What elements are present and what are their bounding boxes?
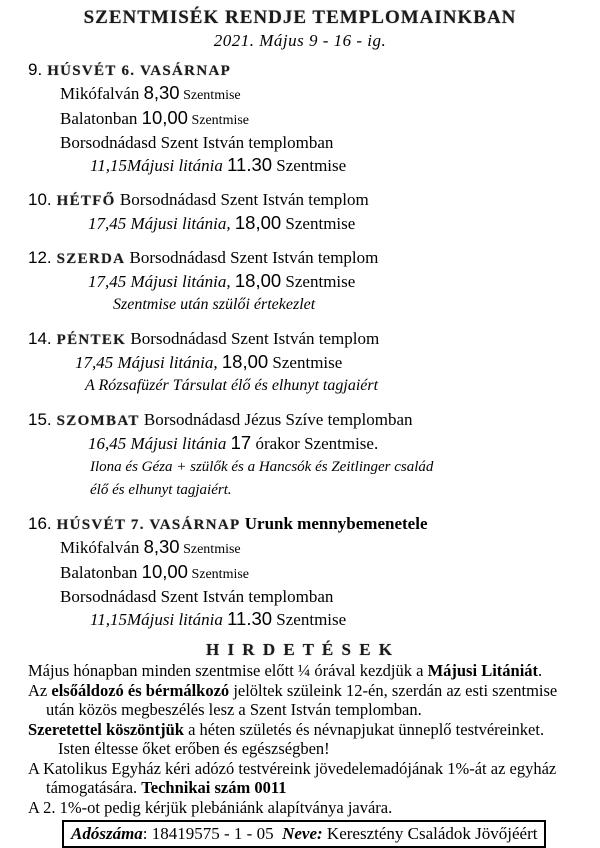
mass-line (60, 107, 600, 132)
announcement-text: támogatására. (46, 778, 142, 797)
litany-line (88, 212, 600, 235)
day-name: SZERDA (56, 251, 126, 267)
announcement-line (28, 759, 592, 779)
mass-place: Borsodnádasd Szent István templomban (60, 133, 334, 152)
mass-label: Szentmise (179, 88, 241, 103)
announcement-bold: Technikai szám 0011 (141, 778, 287, 797)
foundation-name-value: Keresztény Családok Jövőjéért (322, 824, 538, 843)
mass-label: Szentmise (179, 542, 241, 557)
day-number: 16. (28, 514, 52, 533)
day-name: HÚSVÉT 6. VASÁRNAP (47, 63, 232, 79)
litany-text: 16,45 Májusi litánia (88, 434, 231, 453)
schedule-entry-friday-14 (28, 328, 600, 397)
day-number: 10. (28, 190, 52, 209)
day-location: Borsodnádasd Jézus Szíve templomban (139, 410, 413, 429)
entry-note (85, 374, 600, 397)
tax-number-value: : 18419575 - 1 - 05 (142, 824, 283, 843)
litany-text: 17,45 Májusi litánia, (88, 272, 235, 291)
mass-line (60, 132, 600, 154)
entry-note (113, 293, 600, 316)
litany-text: 11,15Májusi litánia (90, 156, 228, 175)
mass-line (60, 586, 600, 608)
schedule-entry-monday-10 (28, 189, 600, 235)
mass-label: órakor Szentmise. (251, 434, 379, 453)
mass-time: 10,00 (141, 107, 188, 128)
mass-time: 8,30 (143, 82, 180, 103)
announcement-text: a héten születés és névnapjukat ünneplő testvéreinket. (183, 719, 545, 739)
entry-header (28, 513, 600, 536)
schedule-entry-wednesday-12 (28, 247, 600, 316)
announcement-text: Isten éltesse őket erőben és egészségben! (58, 739, 330, 758)
day-number: 15. (28, 410, 52, 429)
day-number: 14. (28, 329, 52, 348)
mass-line (60, 561, 600, 586)
feast-name: Urunk mennybemenetele (240, 514, 428, 533)
schedule-entry-saturday-15 (28, 409, 600, 501)
note-text: Ilona és Géza + szülők és a Hancsók és Zeitlinger család (90, 459, 434, 475)
day-name: PÉNTEK (56, 332, 127, 348)
mass-label: Szentmise (272, 156, 347, 175)
announcement-text: Május hónapban minden szentmise előtt ¼ órával kezdjük a (28, 661, 428, 680)
tax-number-box (62, 820, 546, 848)
note-text: Szentmise után szülői értekezlet (113, 296, 316, 313)
mass-label: Szentmise (268, 353, 343, 372)
mass-label: Szentmise (187, 567, 250, 582)
mass-time: 11.30 (227, 608, 273, 629)
mass-place: Mikófalván (60, 84, 144, 103)
litany-text: 17,45 Májusi litánia, (88, 214, 235, 233)
litany-text: 11,15Májusi litánia (90, 610, 228, 629)
day-location: Borsodnádasd Szent István templom (126, 329, 380, 348)
announcement-bold: Májusi Litániát (427, 661, 539, 680)
announcements-title: H I R D E T É S E K (205, 640, 395, 659)
litany-line (75, 351, 600, 374)
date-range-subtitle: 2021. Május 9 - 16 - ig. (213, 31, 387, 50)
mass-time: 18,00 (234, 270, 282, 291)
announcement-text: . (538, 661, 543, 680)
mass-label: Szentmise (281, 214, 356, 233)
entry-header (28, 189, 600, 212)
litany-line (88, 270, 600, 293)
page-title: SZENTMISÉK RENDJE TEMPLOMAINKBAN (83, 7, 517, 28)
announcement-line (28, 661, 592, 681)
mass-label: Szentmise (187, 113, 250, 128)
litany-line (88, 432, 600, 455)
mass-time: 11.30 (227, 154, 273, 175)
announcement-text: jelöltek szüleink 12-én, szerdán az esti szentmise (229, 680, 558, 700)
schedule-entry-sunday-16 (28, 513, 600, 631)
mass-label: Szentmise (281, 272, 356, 291)
announcement-line (28, 739, 592, 759)
mass-place: Balatonban (60, 109, 142, 128)
tax-number-label: Adószáma (71, 824, 143, 843)
announcement-line (28, 681, 592, 701)
mass-time: 18,00 (221, 351, 269, 372)
day-name: SZOMBAT (56, 413, 140, 429)
announcement-bold: Szeretettel köszöntjük (28, 719, 184, 739)
announcement-line (28, 720, 592, 740)
intention-note (90, 455, 600, 478)
mass-place: Borsodnádasd Szent István templomban (60, 587, 334, 606)
mass-time: 8,30 (143, 536, 180, 557)
mass-time: 18,00 (234, 212, 282, 233)
day-location: Borsodnádasd Szent István templom (125, 248, 379, 267)
note-text: élő és elhunyt tagjaiért. (90, 482, 232, 498)
entry-header (28, 328, 600, 351)
entry-header (28, 59, 600, 82)
note-text: A Rózsafüzér Társulat élő és elhunyt tagjaiért (85, 377, 379, 394)
mass-place: Balatonban (60, 563, 142, 582)
footer (62, 820, 600, 848)
mass-place: Mikófalván (60, 538, 144, 557)
day-name: HÉTFŐ (56, 193, 116, 209)
day-location: Borsodnádasd Szent István templom (115, 190, 369, 209)
announcement-text: A Katolikus Egyház kéri adózó testvéreink jövedelemadójának 1%-át az egyház (28, 758, 557, 778)
day-name: HÚSVÉT 7. VASÁRNAP (56, 517, 241, 533)
announcement-line (28, 778, 592, 798)
announcement-text: A 2. 1%-ot pedig kérjük plebániánk alapítványa javára. (28, 797, 393, 817)
announcement-line (28, 798, 592, 818)
announcement-bold: elsőáldozó és bérmálkozó (51, 680, 230, 700)
intention-note (90, 478, 600, 501)
mass-time: 17 (230, 432, 252, 453)
schedule-entry-sunday-9 (28, 59, 600, 177)
litany-line (90, 154, 600, 177)
day-number: 12. (28, 248, 52, 267)
announcement-text: Az (28, 680, 52, 700)
mass-label: Szentmise (272, 610, 347, 629)
announcement-text: után közös megbeszélés lesz a Szent István templomban. (46, 700, 422, 719)
entry-header (28, 247, 600, 270)
litany-line (90, 608, 600, 631)
litany-text: 17,45 Májusi litánia, (75, 353, 222, 372)
mass-time: 10,00 (141, 561, 188, 582)
mass-line (60, 82, 600, 107)
foundation-name-label: Neve: (282, 824, 323, 843)
announcement-line (28, 700, 592, 720)
day-number: 9. (28, 60, 43, 79)
entry-header (28, 409, 600, 432)
mass-line (60, 536, 600, 561)
